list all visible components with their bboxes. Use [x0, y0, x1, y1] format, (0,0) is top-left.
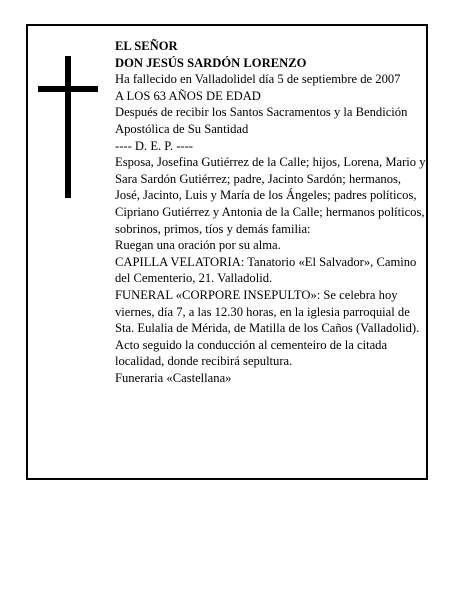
- funeral-info: FUNERAL «CORPORE INSEPULTO»: Se celebra hoy viernes, día 7, a las 12.30 horas, en la iglesia parroquial de Sta. Eulalia de Mérida, de Matilla de los Caños (Valladolid). Acto seguido la conducción al cementeiro de la citada localidad, donde recibirá sepultura.: [115, 287, 420, 369]
- obituary-text: [115, 38, 427, 386]
- age-statement: A LOS 63 AÑOS DE EDAD: [115, 88, 261, 103]
- dep-line: ---- D. E. P. ----: [115, 138, 193, 153]
- prayer-request: Ruegan una oración por su alma.: [115, 238, 281, 253]
- obituary-notice: [26, 24, 428, 480]
- notice-title: EL SEÑOR: [115, 39, 178, 53]
- funeral-home: Funeraria «Castellana»: [115, 370, 232, 385]
- sacraments-statement: Después de recibir los Santos Sacramentos y la Bendición Apostólica de Su Santidad: [115, 105, 408, 136]
- deceased-name: DON JESÚS SARDÓN LORENZO: [115, 55, 307, 70]
- death-statement: Ha fallecido en Valladolidel día 5 de septiembre de 2007: [115, 72, 401, 87]
- chapel-info: CAPILLA VELATORIA: Tanatorio «El Salvador», Camino del Cementerio, 21. Valladolid.: [115, 254, 417, 286]
- cross-icon: [38, 56, 98, 198]
- family-list: Esposa, Josefina Gutiérrez de la Calle; hijos, Lorena, Mario y Sara Sardón Gutiérrez; padre, Jacinto Sardón; hermanos, José, Jacinto, Luis y María de los Ángeles; padres políticos, Cipriano Gutiérrez y Antonia de la Calle; hermanos políticos, sobrinos, primos, tíos y demás familia:: [115, 155, 426, 236]
